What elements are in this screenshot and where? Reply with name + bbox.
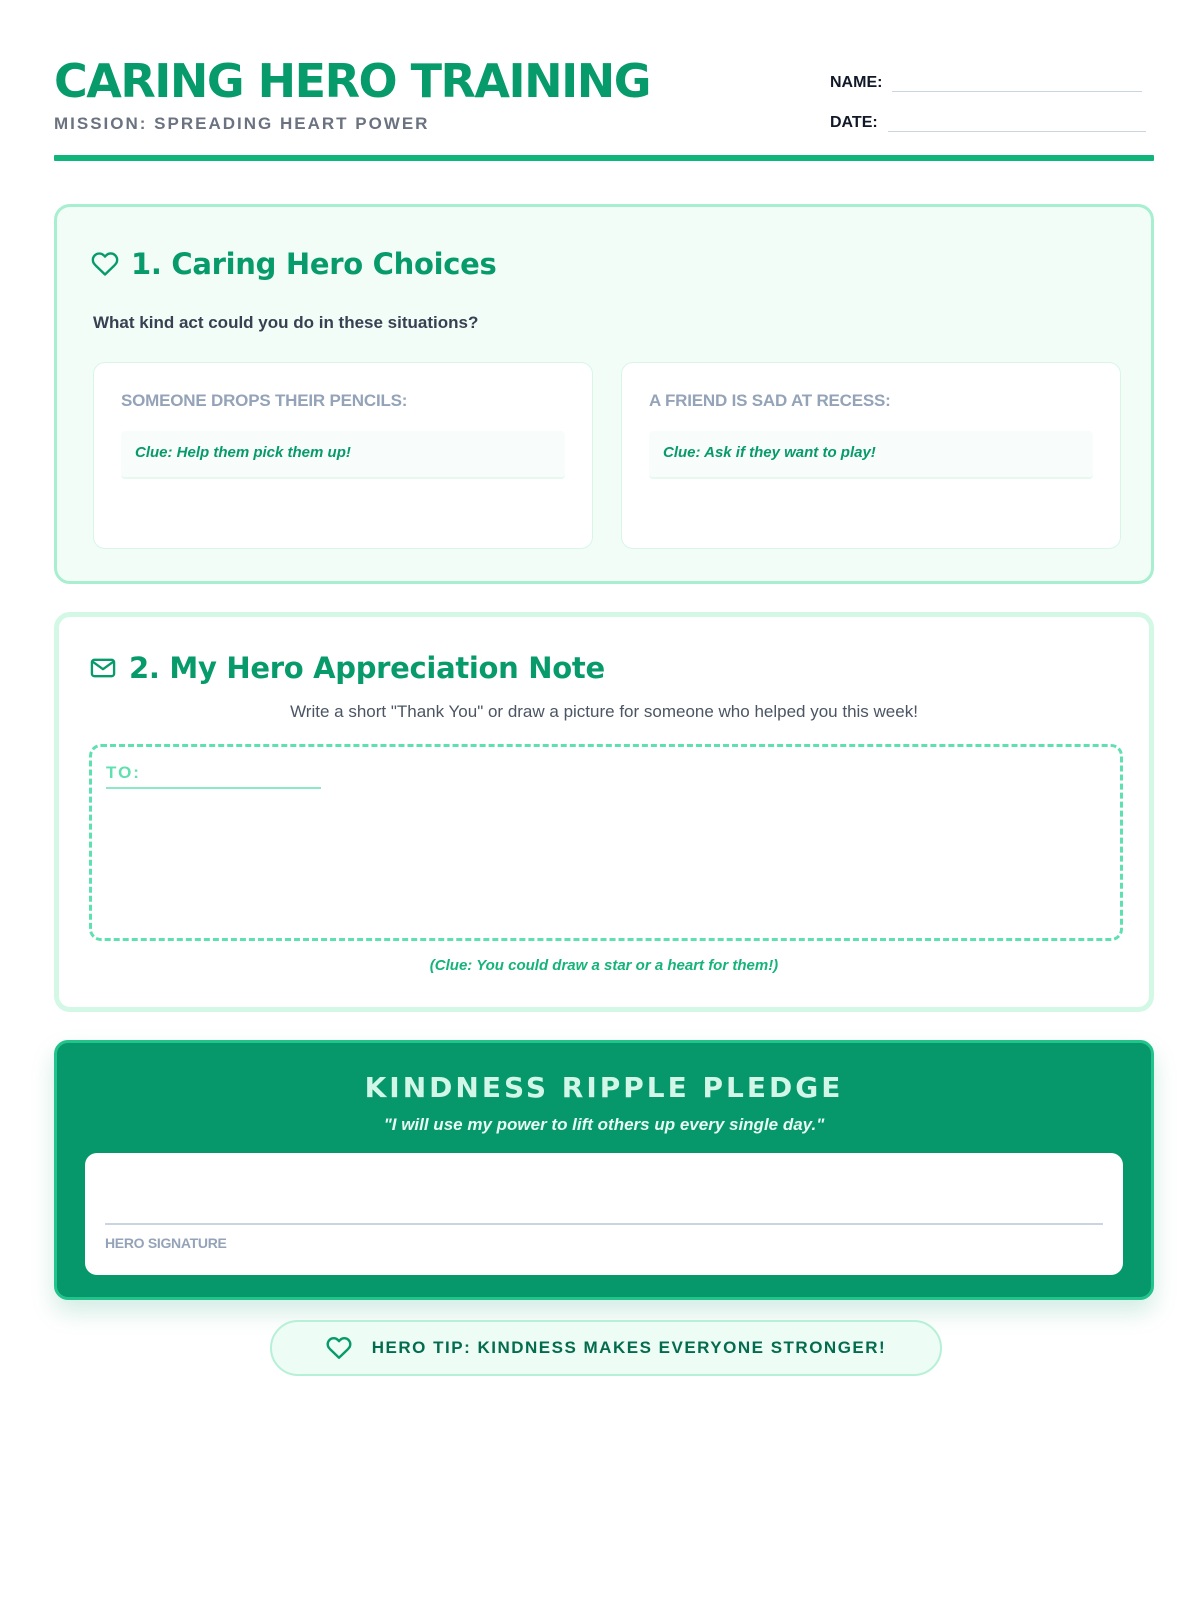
situation-prompt: A FRIEND IS SAD AT RECESS: — [649, 391, 891, 410]
name-line[interactable] — [892, 72, 1142, 92]
appreciation-note-section — [54, 612, 1154, 1012]
section-title — [91, 247, 496, 281]
page-title: CARING HERO TRAINING — [54, 54, 651, 108]
section-title-text: 2. My Hero Appreciation Note — [129, 651, 605, 685]
signature-line[interactable] — [105, 1223, 1103, 1225]
note-clue: (Clue: You could draw a star or a heart for them!) — [429, 957, 779, 974]
section-title-text: 1. Caring Hero Choices — [131, 247, 497, 281]
date-label: DATE: — [830, 114, 878, 131]
heart-icon — [326, 1335, 352, 1361]
name-label: NAME: — [830, 74, 883, 91]
kindness-pledge — [54, 1040, 1154, 1300]
section-title — [89, 651, 605, 685]
date-line[interactable] — [888, 112, 1146, 132]
section-question: What kind act could you do in these situations? — [93, 313, 479, 332]
situation-card — [621, 362, 1121, 549]
hero-tip-banner — [270, 1320, 942, 1376]
caring-choices-section — [54, 204, 1154, 584]
situation-card — [93, 362, 593, 549]
pledge-quote: "I will use my power to lift others up every single day." — [383, 1115, 825, 1134]
pledge-title: KINDNESS RIPPLE PLEDGE — [364, 1071, 844, 1104]
to-label: TO: — [106, 763, 141, 782]
date-field — [830, 112, 1146, 132]
name-field — [830, 72, 1142, 92]
signature-label: HERO SIGNATURE — [105, 1235, 227, 1251]
situation-clue: Clue: Ask if they want to play! — [649, 431, 1093, 479]
page-subtitle: MISSION: SPREADING HEART POWER — [54, 114, 430, 133]
situation-clue: Clue: Help them pick them up! — [121, 431, 565, 479]
note-instruction: Write a short "Thank You" or draw a picture for someone who helped you this week! — [290, 702, 918, 721]
heart-icon — [91, 250, 119, 278]
header — [54, 50, 1154, 162]
hero-tip-text: HERO TIP: KINDNESS MAKES EVERYONE STRONGER! — [371, 1338, 887, 1357]
to-line[interactable] — [106, 787, 321, 789]
signature-box — [85, 1153, 1123, 1275]
envelope-icon — [89, 654, 117, 682]
header-divider — [54, 155, 1154, 161]
situation-prompt: SOMEONE DROPS THEIR PENCILS: — [121, 391, 408, 410]
note-drawing-area[interactable] — [89, 744, 1123, 941]
